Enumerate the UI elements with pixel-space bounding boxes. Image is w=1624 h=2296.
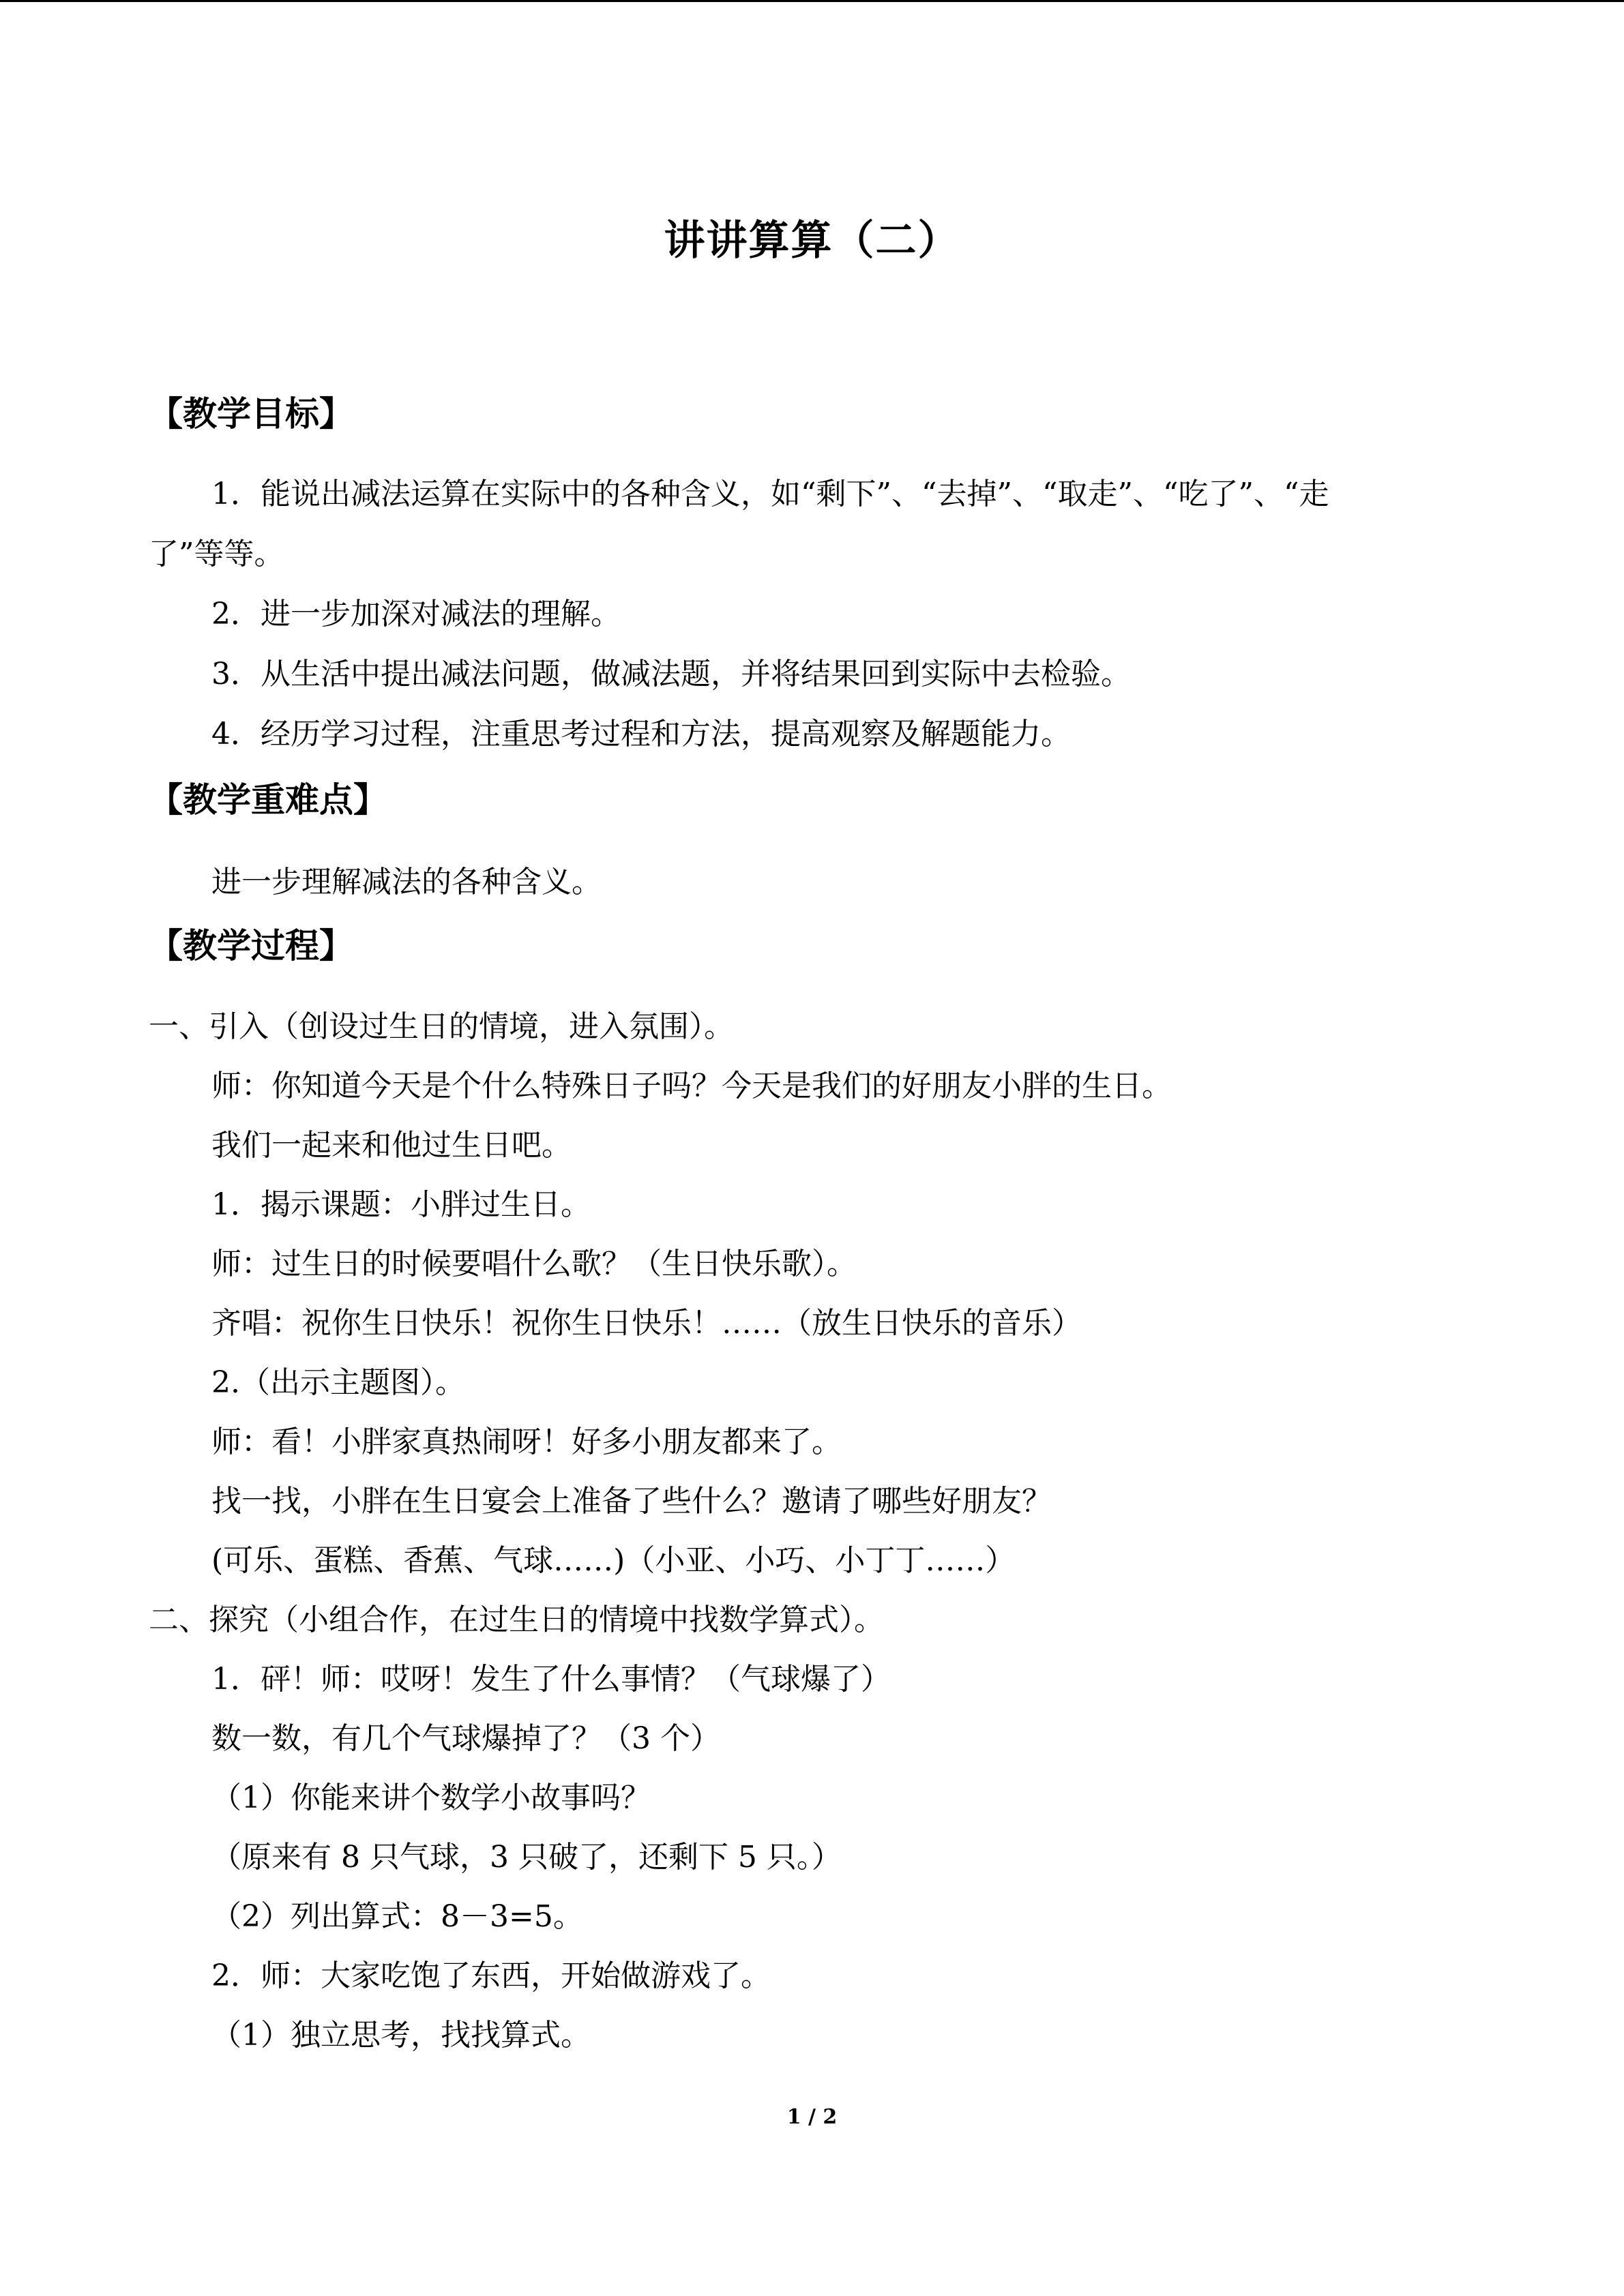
section-heading-process: 【教学过程】	[149, 926, 353, 966]
objective-line: 了”等等。	[149, 537, 284, 571]
page-number: 1 / 2	[786, 2105, 838, 2129]
process-line: （1）独立思考，找找算式。	[211, 2018, 591, 2053]
process-line: （原来有 8 只气球，3 只破了，还剩下 5 只。）	[211, 1840, 842, 1875]
process-line: 数一数，有几个气球爆掉了？（3 个）	[211, 1721, 720, 1756]
process-line: （2）列出算式：8－3=5。	[211, 1899, 583, 1934]
process-line: 师：你知道今天是个什么特殊日子吗？今天是我们的好朋友小胖的生日。	[211, 1069, 1172, 1103]
objective-line: 2．进一步加深对减法的理解。	[211, 597, 621, 631]
process-line: 师：看！小胖家真热闹呀！好多小朋友都来了。	[211, 1425, 842, 1459]
process-line: 2.（出示主题图）。	[211, 1365, 465, 1400]
process-line: 2．师：大家吃饱了东西，开始做游戏了。	[211, 1958, 771, 1993]
process-line: 齐唱：祝你生日快乐！祝你生日快乐！……（放生日快乐的音乐）	[211, 1306, 1082, 1341]
objective-line: 4．经历学习过程，注重思考过程和方法，提高观察及解题能力。	[211, 717, 1071, 751]
process-line: 师：过生日的时候要唱什么歌？（生日快乐歌）。	[211, 1247, 857, 1281]
objective-line: 1．能说出减法运算在实际中的各种含义，如“剩下”、“去掉”、“取走”、“吃了”、“走	[211, 477, 1329, 511]
process-line: 找一找，小胖在生日宴会上准备了些什么？邀请了哪些好朋友？	[211, 1484, 1052, 1519]
process-line: 一、引入（创设过生日的情境，进入氛围）。	[149, 1009, 734, 1044]
section-heading-objectives: 【教学目标】	[149, 394, 353, 434]
section-heading-key-points: 【教学重难点】	[149, 780, 387, 820]
page-title: 讲讲算算（二）	[664, 217, 960, 265]
process-line: （1）你能来讲个数学小故事吗？	[211, 1780, 651, 1815]
process-line: 1．砰！师：哎呀！发生了什么事情？（气球爆了）	[211, 1662, 891, 1697]
key-point-line: 进一步理解减法的各种含义。	[211, 865, 602, 899]
objective-line: 3．从生活中提出减法问题，做减法题，并将结果回到实际中去检验。	[211, 657, 1131, 691]
process-line: (可乐、蛋糕、香蕉、气球……)（小亚、小巧、小丁丁……）	[211, 1543, 1016, 1578]
process-line: 1．揭示课题：小胖过生日。	[211, 1187, 591, 1222]
process-line: 我们一起来和他过生日吧。	[211, 1128, 572, 1163]
process-line: 二、探究（小组合作，在过生日的情境中找数学算式）。	[149, 1602, 884, 1637]
